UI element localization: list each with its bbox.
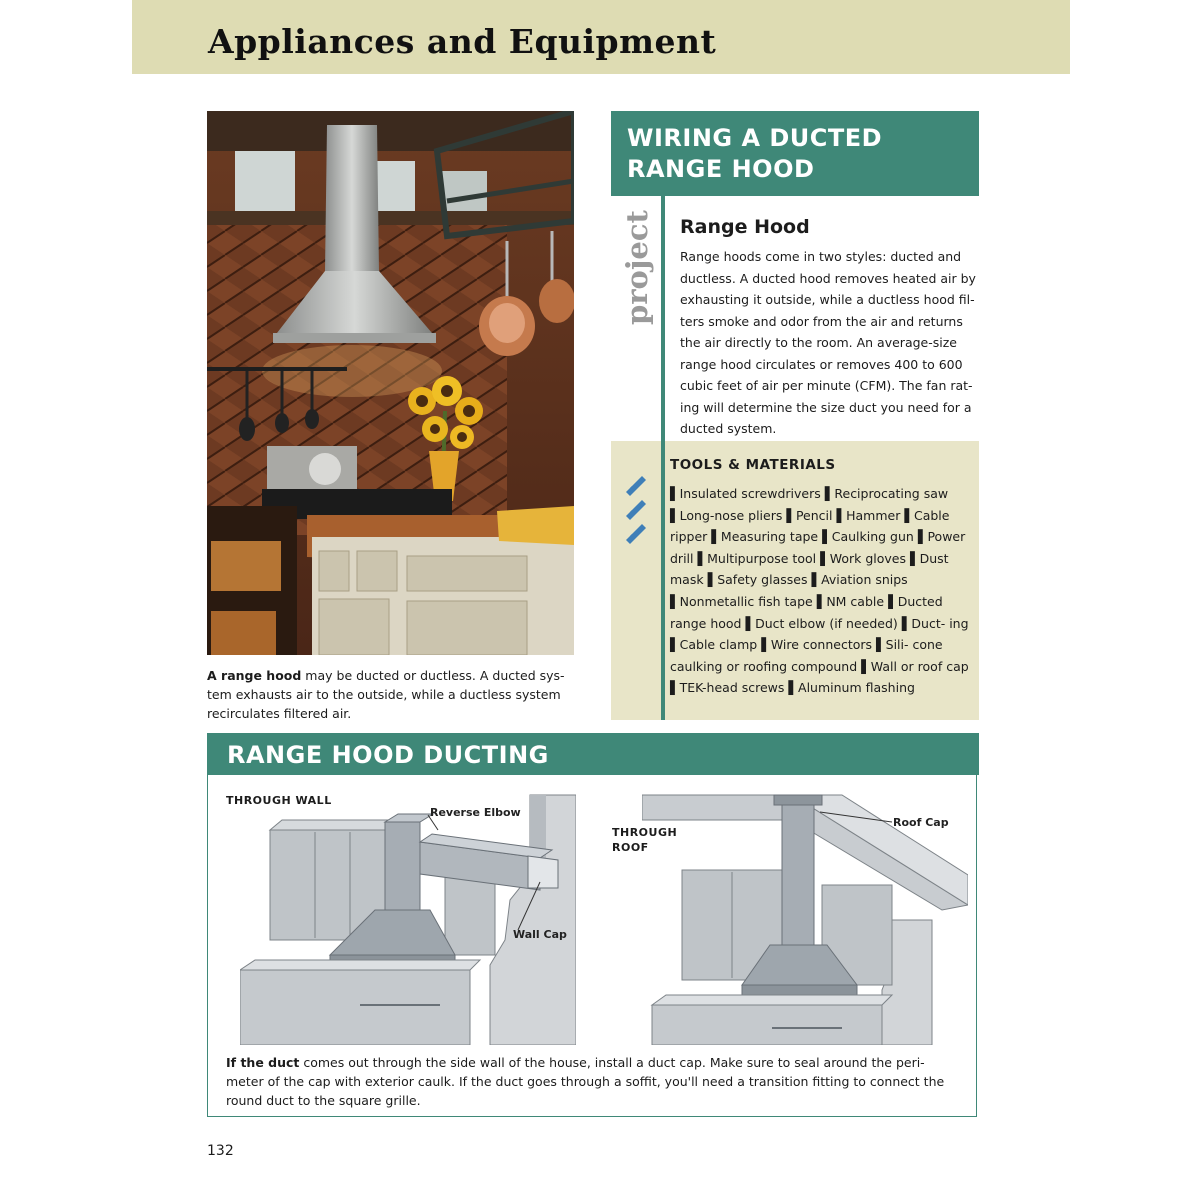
tool-bullet-icon: ▌ <box>917 529 928 545</box>
tool-bullet-icon: ▌ <box>670 593 680 609</box>
tool-item: Ducted range hood <box>670 593 943 631</box>
project-side-label: project <box>620 210 654 325</box>
ducting-title: RANGE HOOD DUCTING <box>227 741 549 769</box>
tool-bullet-icon: ▌ <box>745 615 756 631</box>
page-number: 132 <box>207 1143 234 1159</box>
tool-item: Cable ripper <box>670 507 950 545</box>
tool-bullet-icon: ▌ <box>901 615 912 631</box>
ducting-header <box>207 733 979 775</box>
tool-item: Multipurpose tool <box>707 550 817 566</box>
tool-item: Power drill <box>670 529 966 566</box>
tool-item: Duct elbow (if needed) <box>755 615 898 631</box>
tool-bullet-icon: ▌ <box>670 637 680 653</box>
tool-item: Work gloves <box>829 550 906 566</box>
label-through-roof-line2: ROOF <box>612 841 649 854</box>
tool-item: Insulated screwdrivers <box>679 486 821 501</box>
tool-bullet-icon: ▌ <box>820 550 830 566</box>
tool-item: Hammer <box>846 507 901 523</box>
tool-bullet-icon: ▌ <box>670 680 680 696</box>
tool-item: Aviation snips <box>821 572 908 588</box>
tool-bullet-icon: ▌ <box>888 593 898 609</box>
section-heading: Range Hood <box>680 216 810 238</box>
diagram-through-wall <box>240 790 576 1045</box>
tools-icon-group <box>622 470 652 554</box>
tool-item: Wall or roof cap <box>870 658 969 674</box>
callout-roof-cap: Roof Cap <box>893 816 949 829</box>
project-title <box>627 123 882 185</box>
project-title-line2: RANGE HOOD <box>627 155 815 183</box>
tool-bullet-icon: ▌ <box>786 507 796 523</box>
kitchen-range-hood-photo <box>207 111 574 655</box>
project-title-line1: WIRING A DUCTED <box>627 124 883 152</box>
tool-bullet-icon: ▌ <box>788 680 799 696</box>
tool-item: Caulking gun <box>831 529 914 545</box>
tool-item: Long-nose pliers <box>679 507 783 523</box>
tool-item: Wire connectors <box>770 637 873 653</box>
tool-item: Pencil <box>795 507 833 523</box>
label-through-roof-line1: THROUGH <box>612 826 678 839</box>
ducting-caption-text: comes out through the side wall of the house, install a duct cap. Make sure to seal around the peri- meter of the cap with exterior caulk. If the duct goes through a soffit, you'll need a transition fitting to connect the round duct to the square grille. <box>226 1055 945 1108</box>
photo-caption-lead: A range hood <box>207 668 302 683</box>
tool-bullet-icon: ▌ <box>822 529 832 545</box>
tool-bullet-icon: ▌ <box>811 572 822 588</box>
project-title-box <box>611 111 979 196</box>
tool-bullet-icon: ▌ <box>861 658 871 674</box>
tool-bullet-icon: ▌ <box>824 486 835 501</box>
tool-item: Aluminum flashing <box>798 680 915 696</box>
ducting-caption-lead: If the duct <box>226 1055 300 1070</box>
tool-bullet-icon: ▌ <box>909 550 920 566</box>
tool-item: NM cable <box>826 593 885 609</box>
tool-bullet-icon: ▌ <box>697 550 708 566</box>
tool-bullet-icon: ▌ <box>836 507 847 523</box>
tool-item: Duct- ing <box>911 615 969 631</box>
callout-reverse-elbow: Reverse Elbow <box>430 806 521 819</box>
tool-item: Dust mask <box>670 550 949 588</box>
tools-heading: TOOLS & MATERIALS <box>670 457 836 473</box>
ducting-caption <box>226 1053 966 1110</box>
photo-caption-text: may be ducted or ductless. A ducted sys- tem exhausts air to the outside, while a ductless system recirculates filtered air. <box>207 668 565 721</box>
tool-item: Measuring tape <box>720 529 819 545</box>
tool-item: Nonmetallic fish tape <box>679 593 813 609</box>
tool-bullet-icon: ▌ <box>816 593 827 609</box>
tool-item: Sili- cone caulking or roofing compound <box>670 637 943 674</box>
chapter-title: Appliances and Equipment <box>208 22 717 61</box>
tool-bullet-icon: ▌ <box>711 529 721 545</box>
section-body: Range hoods come in two styles: ducted and ductless. A ducted hood removes heated air by exhausting it outside, while a ductless hood fil- ters smoke and odor from the air and returns the air directly to the room. An average-size range hood circulates or removes 400 to 600 cubic feet of air per minute (CFM). The fan rat- ing will determine the size duct you need for a ducted system. <box>680 249 976 436</box>
tool-marker-icon <box>626 476 646 544</box>
photo-caption <box>207 666 577 723</box>
tool-bullet-icon: ▌ <box>876 637 886 653</box>
tool-bullet-icon: ▌ <box>670 507 680 523</box>
label-through-wall: THROUGH WALL <box>226 794 332 807</box>
tool-item: Cable clamp <box>679 637 758 653</box>
tool-bullet-icon: ▌ <box>670 486 680 501</box>
tool-bullet-icon: ▌ <box>904 507 914 523</box>
tool-item: TEK-head screws <box>679 680 785 696</box>
callout-wall-cap: Wall Cap <box>513 928 567 941</box>
tools-list <box>670 483 972 699</box>
tool-item: Reciprocating saw <box>834 486 949 501</box>
tool-bullet-icon: ▌ <box>761 637 771 653</box>
tool-bullet-icon: ▌ <box>707 572 718 588</box>
tool-item: Safety glasses <box>717 572 808 588</box>
